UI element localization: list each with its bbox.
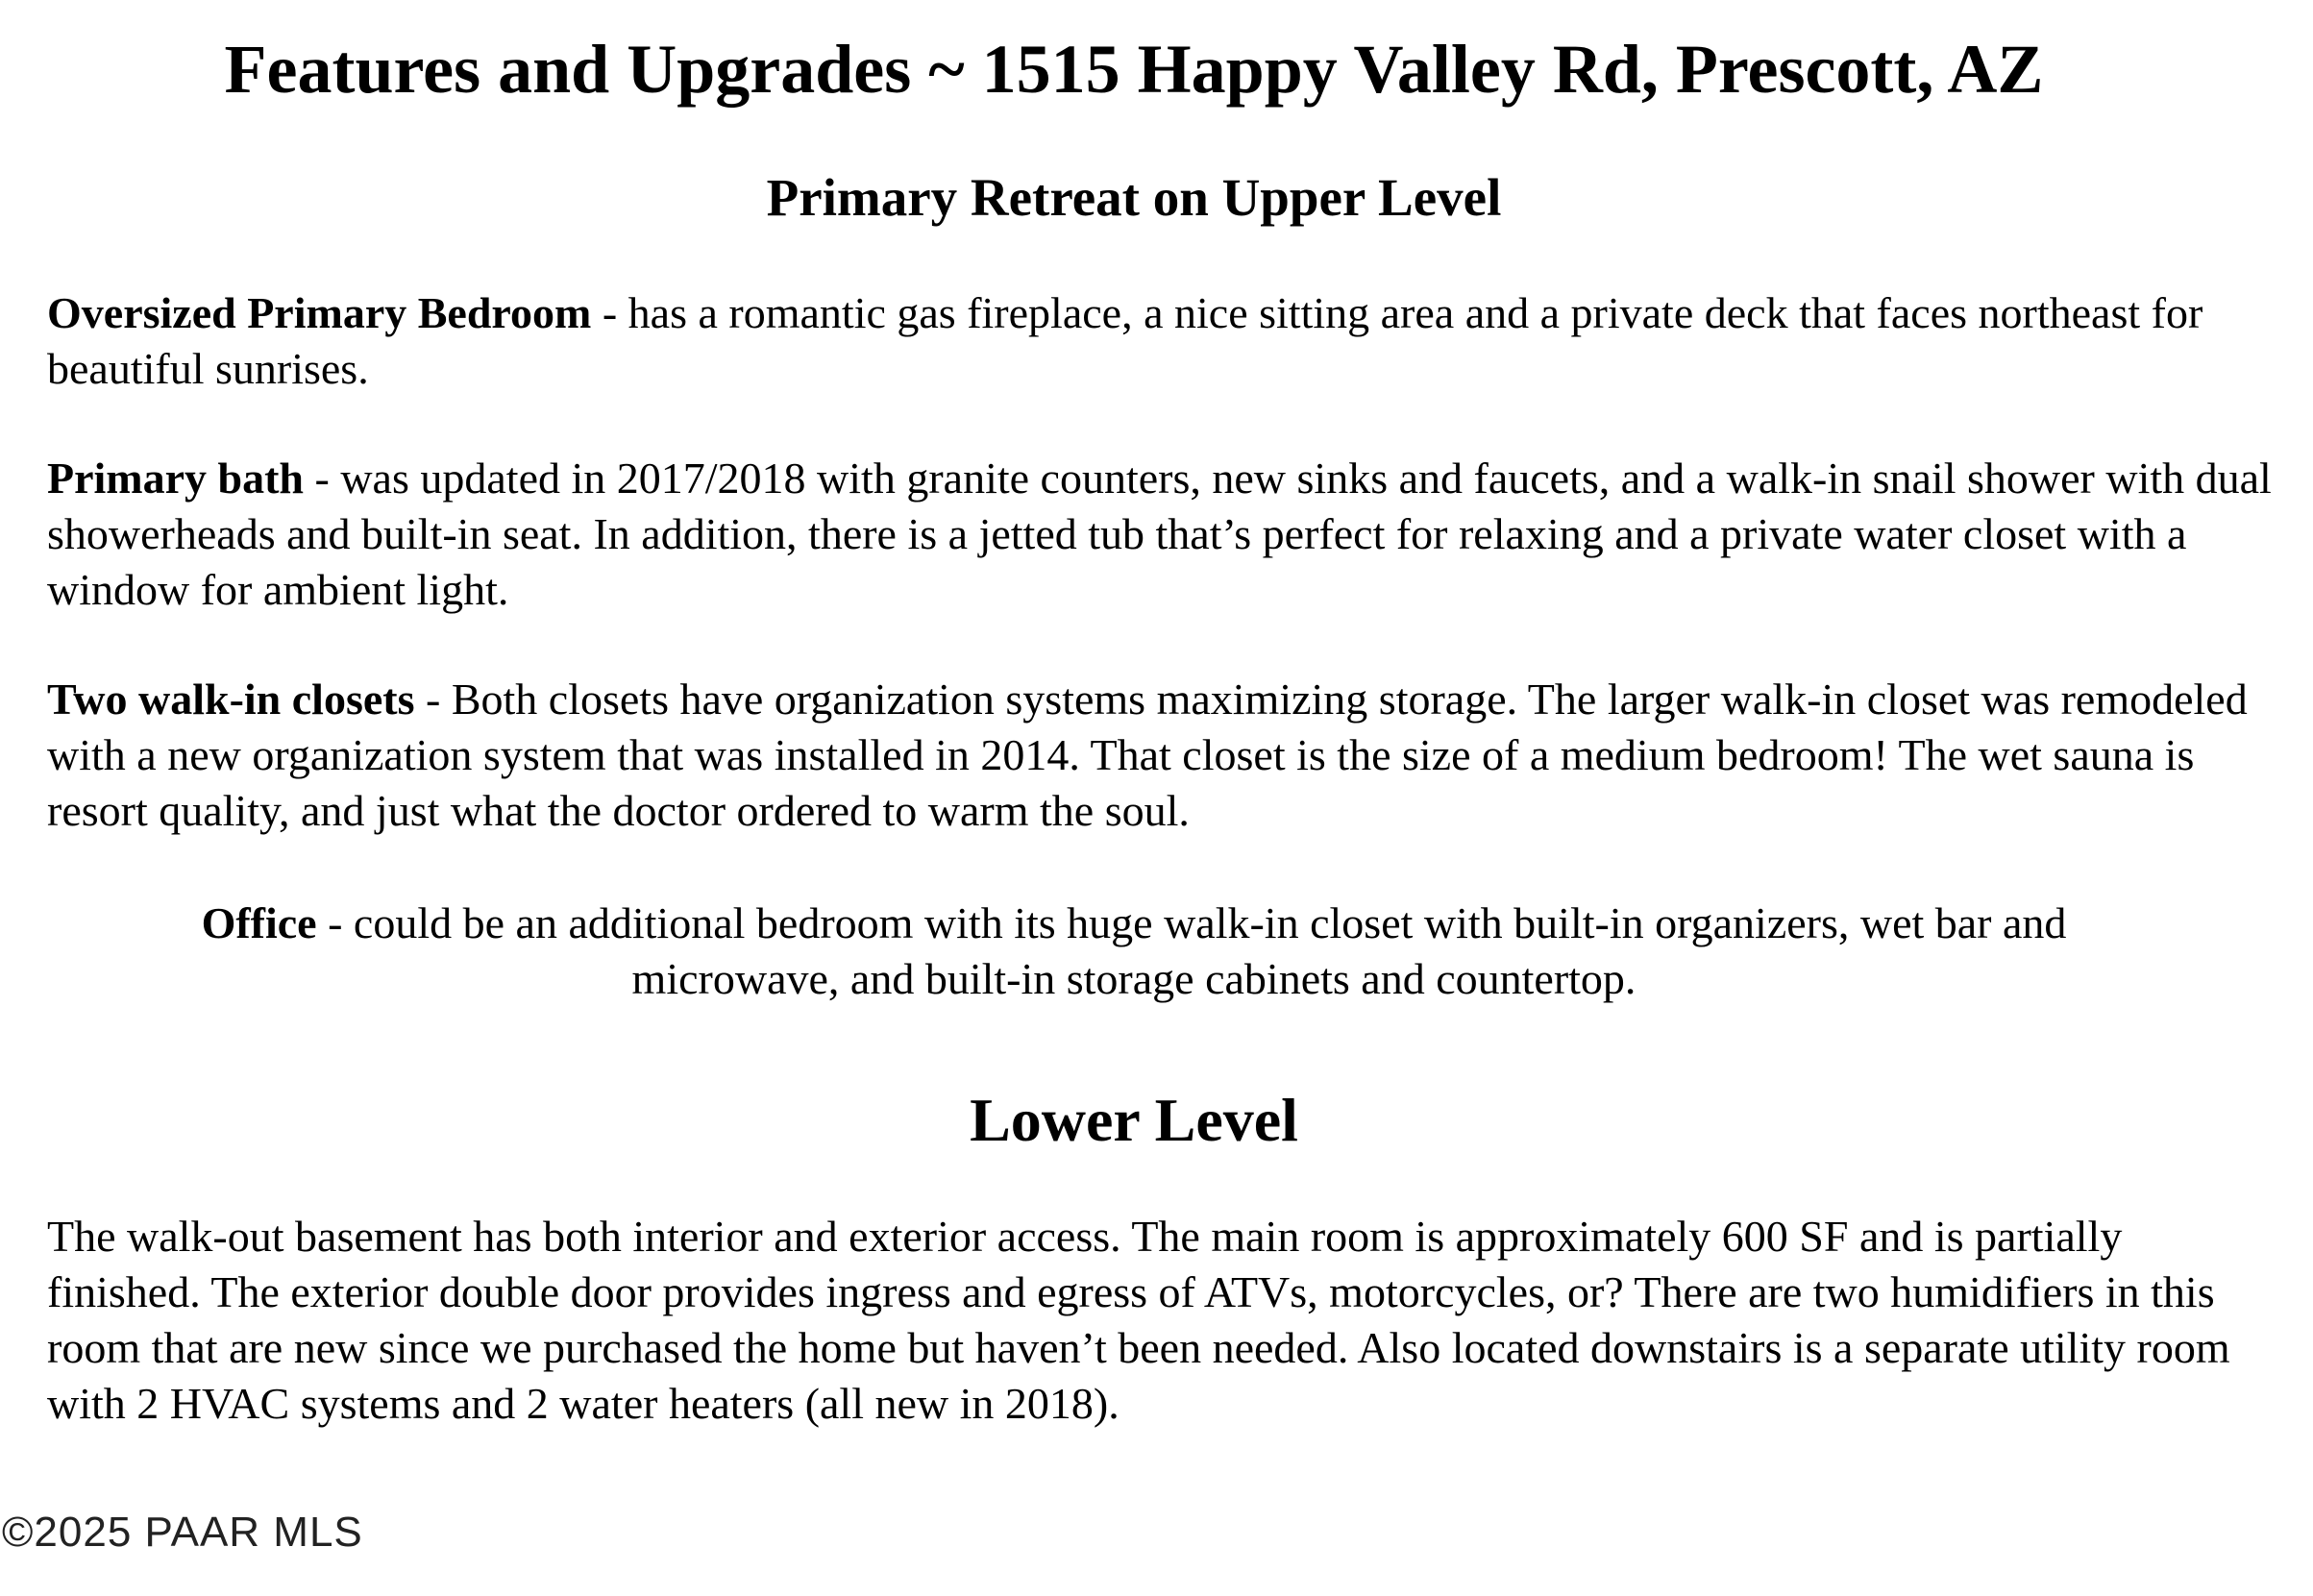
feature-label: Office — [201, 898, 317, 947]
paragraph-primary-bedroom — [47, 285, 2276, 397]
copyright-watermark: ©2025 PAAR MLS — [2, 1509, 363, 1556]
paragraph-lower-level: The walk-out basement has both interior and exterior access. The main room is approximately 600 SF and is partially finished. The exterior double door provides ingress and egress of ATVs, motorcycles, or? There are two humidifiers in this room that are new since we purchased the home but haven’t been needed. Also located downstairs is a separate utility room with 2 HVAC systems and 2 water heaters (all new in 2018). — [47, 1212, 2230, 1428]
paragraph-primary-bath — [47, 451, 2276, 618]
feature-label: Two walk-in closets — [47, 675, 415, 724]
feature-text: - has a romantic gas fireplace, a nice sitting area and a private deck that faces northeast for beautiful sunrises. — [47, 288, 2203, 393]
section-heading-lower-level: Lower Level — [970, 1086, 1298, 1154]
feature-text: - could be an additional bedroom with its huge walk-in closet with built-in organizers, wet bar and microwave, and built-in storage cabinets and countertop. — [316, 898, 2067, 1003]
paragraph-walk-in-closets — [47, 672, 2276, 839]
feature-text: - was updated in 2017/2018 with granite counters, new sinks and faucets, and a walk-in snail shower with dual showerheads and built-in seat. In addition, there is a jetted tub that’s perfect for relaxing and a private water closet with a window for ambient light. — [47, 454, 2272, 614]
feature-label: Oversized Primary Bedroom — [47, 288, 592, 337]
section-heading-upper-level: Primary Retreat on Upper Level — [766, 168, 1502, 227]
feature-text: - Both closets have organization systems maximizing storage. The larger walk-in closet was remodeled with a new organization system that was installed in 2014. That closet is the size of a medium bedroom! The wet sauna is resort quality, and just what the doctor ordered to warm the soul. — [47, 675, 2248, 835]
paragraph-office — [96, 896, 2172, 1007]
page-title: Features and Upgrades ~ 1515 Happy Valley Rd, Prescott, AZ — [224, 31, 2044, 108]
feature-label: Primary bath — [47, 454, 305, 503]
